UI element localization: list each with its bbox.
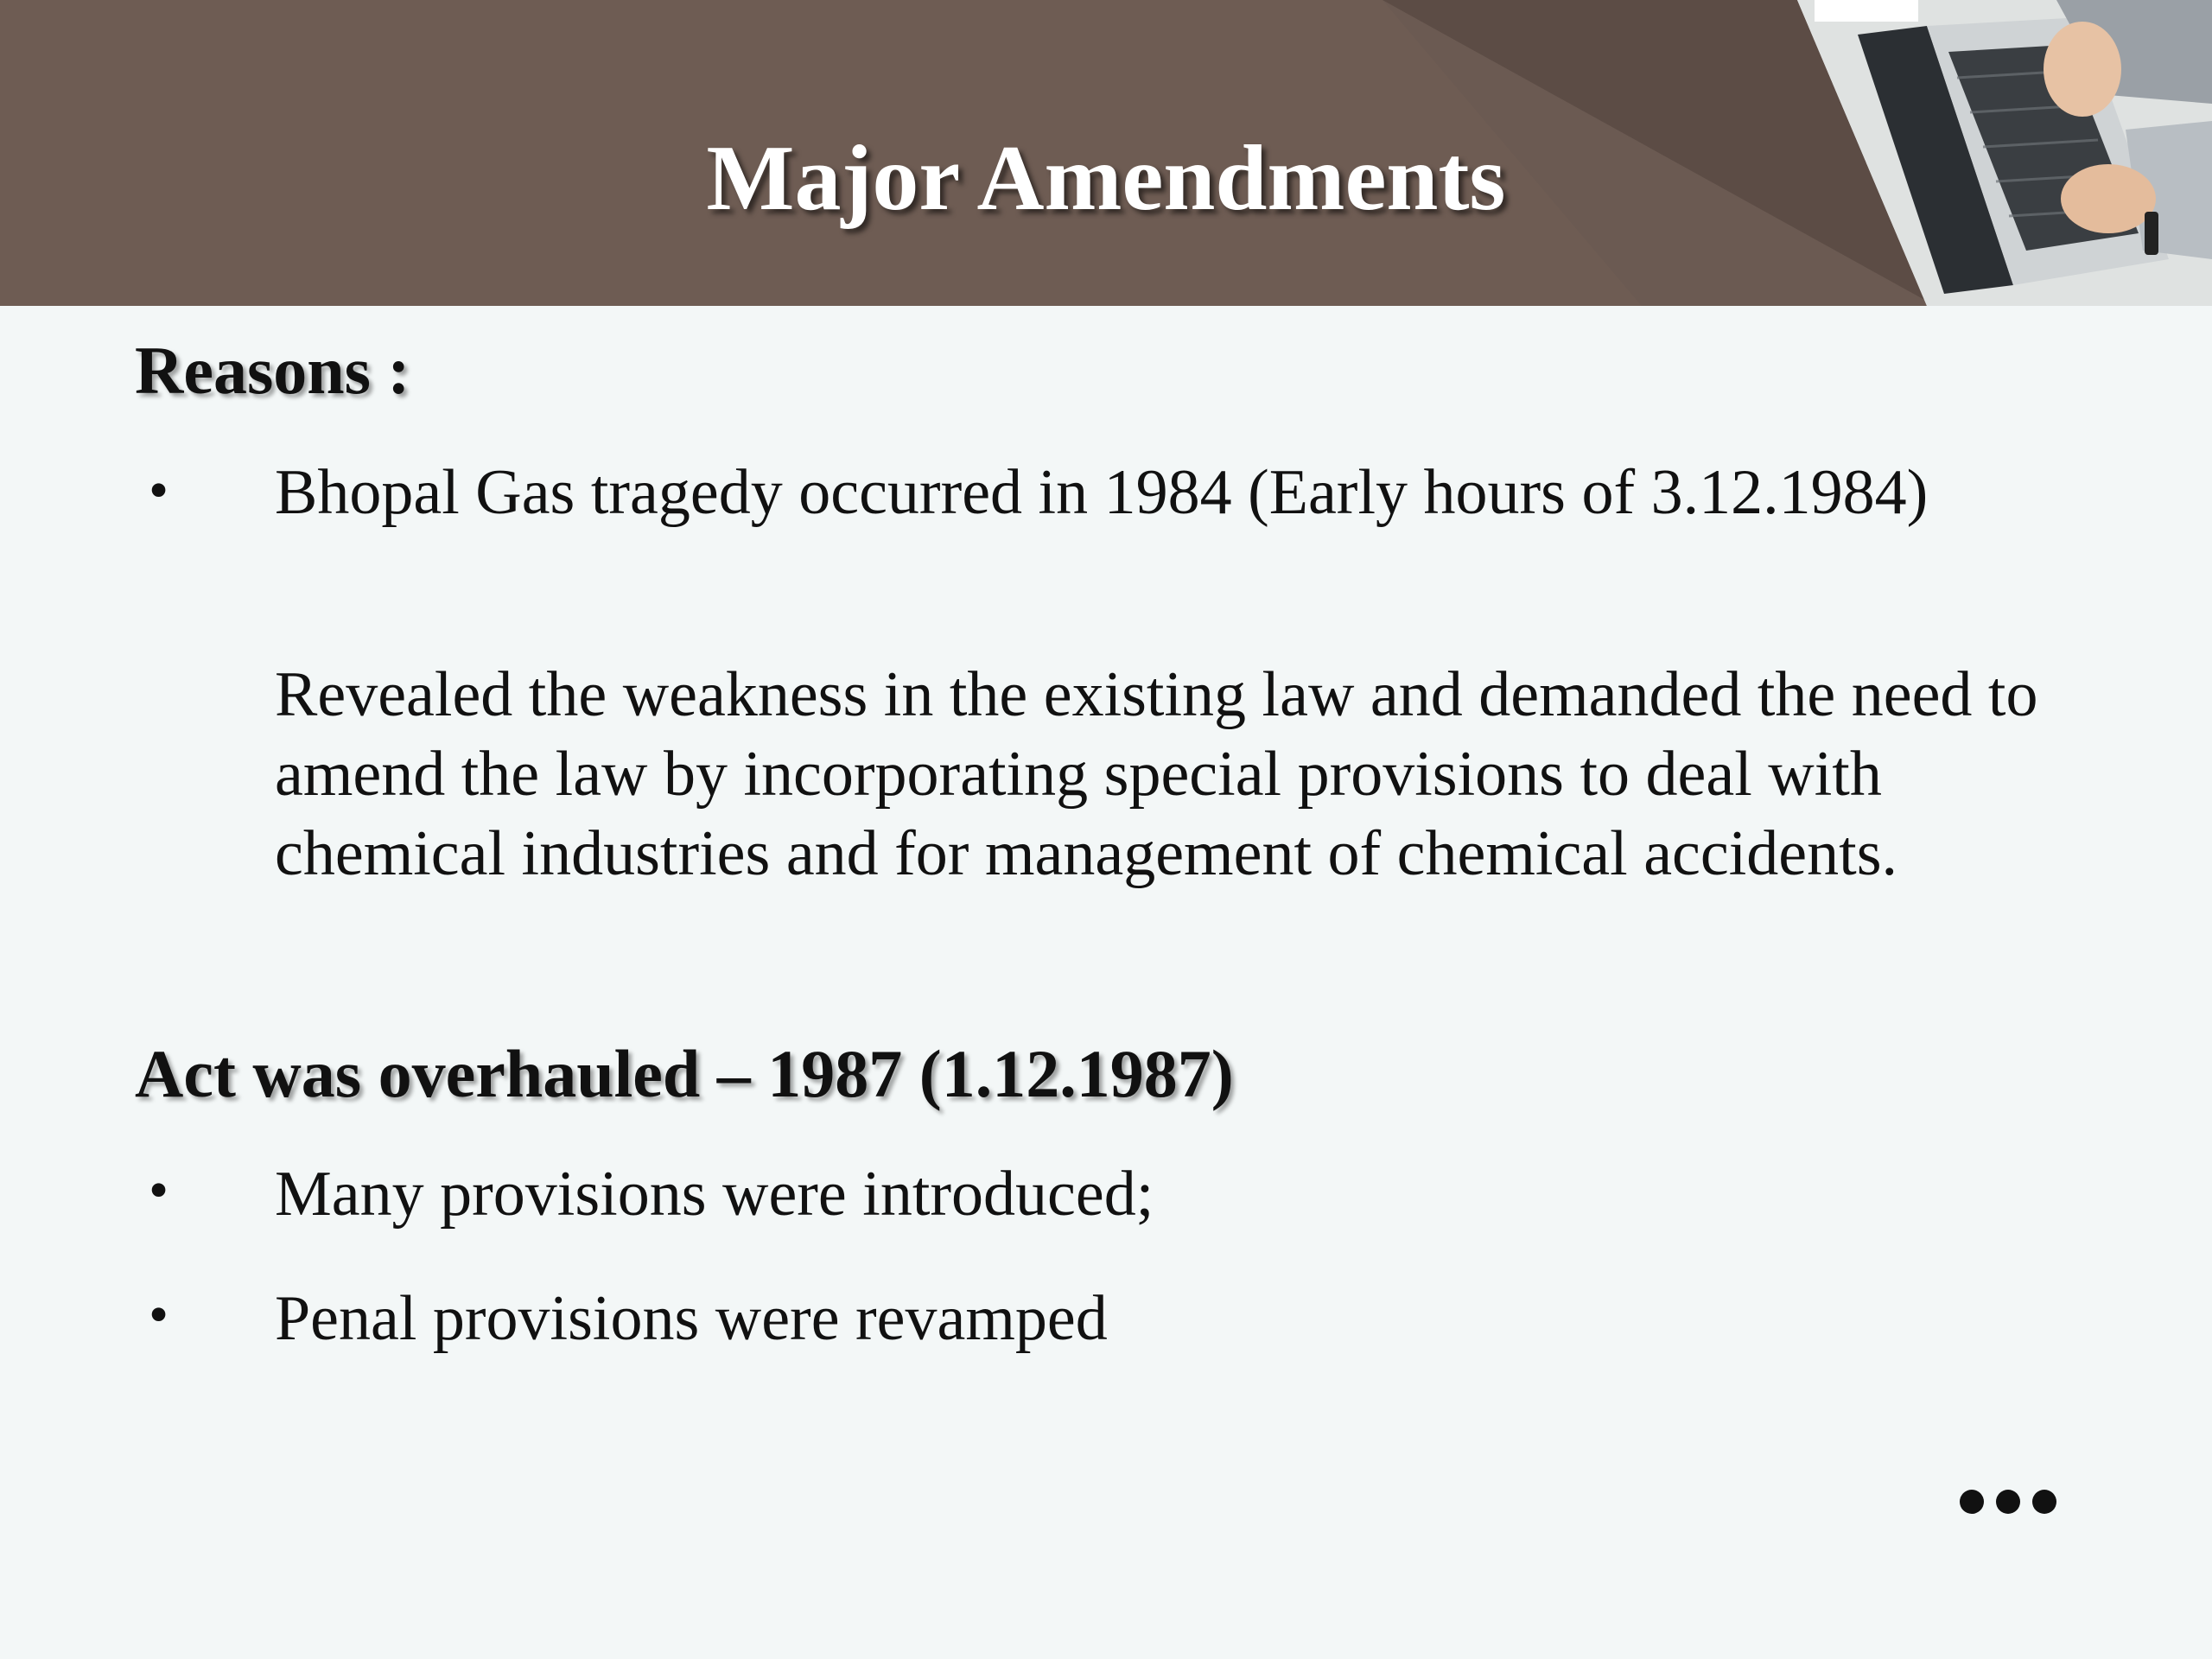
act-item-2: Penal provisions were revamped: [275, 1283, 1108, 1354]
reason-item-2: Revealed the weakness in the existing law and demanded the need to amend the law by incorporating special provisions to deal with chemical industries and for management of chemical accidents.: [275, 659, 2038, 889]
dot: [1996, 1490, 2020, 1514]
reasons-heading: Reasons :: [135, 333, 410, 408]
more-dots-icon: [1960, 1490, 2056, 1514]
bullet-icon: •: [149, 1283, 169, 1346]
bullet-icon: •: [149, 459, 169, 522]
act-item-1: Many provisions were introduced;: [275, 1159, 1154, 1230]
slide-title: Major Amendments: [706, 127, 1506, 230]
reason-item-1: Bhopal Gas tragedy occurred in 1984 (Early hours of 3.12.1984): [275, 457, 1929, 528]
bullet-icon: •: [149, 1159, 169, 1222]
header-band: [0, 0, 2212, 306]
act-heading: Act was overhauled – 1987 (1.12.1987): [135, 1036, 1234, 1111]
dot: [1960, 1490, 1984, 1514]
dot: [2032, 1490, 2056, 1514]
